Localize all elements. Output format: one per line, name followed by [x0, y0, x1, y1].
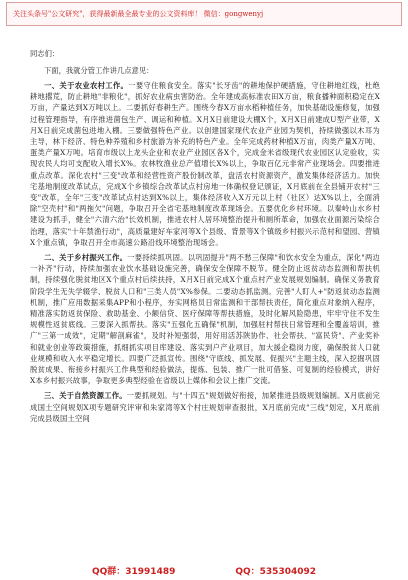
section-rural-revitalization [30, 252, 380, 386]
qq-group-label: QQ群：31991489 [91, 566, 176, 577]
salutation: 同志们： [30, 49, 60, 58]
section-agriculture [30, 80, 380, 248]
section-heading: 一、关于农业农村工作。 [44, 81, 129, 90]
intro-paragraph: 下面，我就分管工作讲几点意见： [44, 66, 154, 75]
section-heading: 二、关于乡村振兴工作。 [44, 253, 128, 263]
section-text: 一要持续抓巩固。以巩固提升"两不愁三保障"和饮水安全为重点，深化"两边一补齐"行动，持续加强农业饮水基础设施完善，确保安全保障不脱节。健全防止返贫动态监测和帮扶机制，持续强化脱贫地区X个重点村后续扶持，X月X日前完成X个重点村产业发展规划编制。确保义务教育阶段学生无失学辍学、脱贫人口和"三类人员"X%参保。二要动态抓监测。完善"人盯人+"防返贫动态监测机制，推广应用数据采集APP和小程序，夯实网格员日常监测和干部帮扶责任，简化重点对象纳入程序，精准落实防返贫保险、救助基金、小额信贷、医疗保障等帮扶措施，及时化解风险隐患，牢牢守住不发生规模性返贫底线。三要深入抓帮扶。落实"五强化五确保"机制，加强驻村帮扶日常管理和全覆盖培训，推广"三第一成效"，定期"解剖麻雀"，及时补短强弱，用好用活苏陕协作、社会帮扶、"富民贷"、产业奖补和就业创业等政策措施，抓细抓实项目库建设、落实到户产业项目，加大援企稳岗力度，确保脱贫人口就业规模和收入水平稳定增长。四要广泛抓宣传。围绕"守底线、抓发展、促振兴"主题主线，深入挖掘巩固脱贫成果、衔接乡村振兴工作典型和经验做法，提炼、包装、推广一批可借鉴、可复制的经验模式，讲好X本乡村振兴故事，争取更多典型经验在省级以上媒体和会议上推广交流。 [30, 253, 380, 386]
section-natural-resources [30, 390, 380, 424]
document-body [30, 48, 380, 428]
section-heading: 三、关于自然资源工作。 [44, 391, 127, 401]
section-text: 一要守住粮食安全。落实"长牙齿"的耕地保护硬措施，守住耕地红线，杜绝耕地撂荒，防止耕地"非粮化"，抓好农业病虫害防治。全年建成高标准农田X万亩，粮食播种面积稳定在X万亩，产量达到X万吨以上。二要抓好春耕生产。围绕今春X万亩水稻种植任务，加快基础设施修复，加强过程管理指导，有序推进菌包生产、调运和种植。X月X日前建设大棚X个，X月X日前建成U型产业带，X月X日前完成菌包进地入棚。三要做强特色产业。以创建国家现代农业产业园为契机，持续做强以木耳为主导，林下经济、特色种养殖和乡村旅游为补充的特色产业。全年完成药材种植X万亩，肉类产量X万吨、蛋类产量X万吨。培育市级以上龙头企业和农业产业园区各X个，完成金米省级现代农业园区认定验收，实现农民人均可支配收入增长X%。农林牧渔业总产值增长X%以上，争取百亿元非常产业现场会。四要推进重点改革。深化农村"三变"改革和经营性资产股份制改革，盘活农村资源资产，激发集体经济活力。加快宅基地制度改革试点，完成X个乡镇综合改革试点村房地一体确权登记颁证，X月底前在全县铺开农村"三变"改革，全年"三变"改革试点村达到X%以上，集体经济收入X万元以上村（社区）达X%以上，全面消除"空壳村"和"两拖欠"问题，争取召开全省宅基地制度改革现场会。五要优化乡村环境。以秦岭山水乡村建设为抓手，健全"六清六治"长效机制，推进农村人居环境整治提升和厕所革命，加强农业面源污染综合治理，落实"十年禁渔行动"，高质量建好车家河等X个县级、背景等X个镇级乡村振兴示范村和望园、营镇X个重点镇，争取召开全市高速公路沿线环境整治现场会。 [30, 81, 380, 247]
footer-contact [0, 562, 408, 578]
banner-text: 关注头条号"公文研究"，获得最新最全最专业的公文资料库！ 微信：gongwenyj [13, 10, 264, 18]
section-text: 一要抓规划。与"十四五"规划做好衔接，加紧推进县级规划编制。X月底前完成国土空间规划X项专题研究评审和朱家湾等X个村庄规划审查报批，X月底前完成"三线"划定，X月底前完成县级国土空间 [30, 391, 381, 423]
qq-label: QQ：535304092 [235, 566, 317, 577]
header-banner [6, 2, 402, 26]
